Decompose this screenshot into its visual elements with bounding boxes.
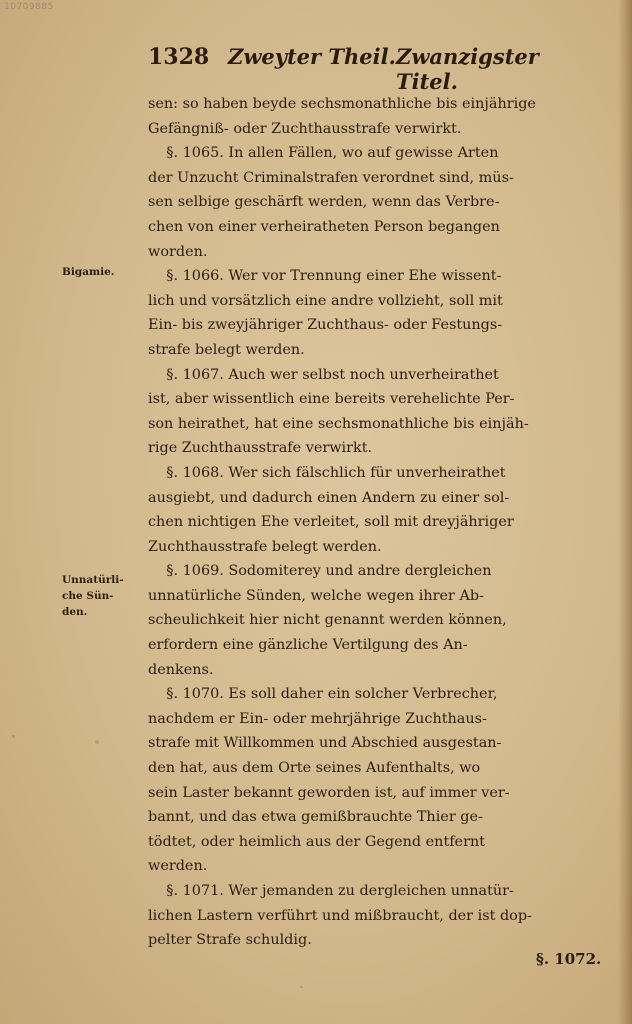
text-line: sen: so haben beyde sechsmonathliche bis einjährige bbox=[148, 96, 536, 112]
text-line: chen nichtigen Ehe verleitet, soll mit dreyjähriger bbox=[148, 514, 514, 531]
text-line: lich und vorsätzlich eine andre vollzieht, soll mit bbox=[148, 292, 503, 309]
text-line: den hat, aus dem Orte seines Aufenthalts, wo bbox=[148, 760, 481, 777]
margin-note-line: den. bbox=[62, 606, 88, 618]
text-line: §. 1065. In allen Fällen, wo auf gewisse Arten bbox=[148, 145, 499, 162]
text-line: unnatürliche Sünden, welche wegen ihrer Ab- bbox=[148, 587, 484, 604]
text-line: §. 1069. Sodomiterey und andre dergleichen bbox=[148, 563, 492, 580]
catchword: §. 1072. bbox=[536, 950, 602, 968]
text-line: Zuchthausstrafe belegt werden. bbox=[148, 538, 382, 555]
text-line: erfordern eine gänzliche Vertilgung des An- bbox=[148, 637, 468, 654]
library-stamp: 10709885 bbox=[4, 2, 54, 12]
text-line: sen selbige geschärft werden, wenn das Verbre- bbox=[148, 194, 500, 211]
body-text bbox=[148, 92, 608, 953]
margin-note-line: Unnatürli- bbox=[62, 574, 124, 586]
text-line: ausgiebt, und dadurch einen Andern zu einer sol- bbox=[148, 489, 510, 506]
margin-note-line: che Sün- bbox=[62, 590, 114, 602]
text-line: §. 1070. Es soll daher ein solcher Verbrecher, bbox=[148, 686, 498, 703]
text-line: strafe belegt werden. bbox=[148, 341, 305, 358]
text-line: strafe mit Willkommen und Abschied ausgestan- bbox=[148, 735, 502, 752]
text-line: sein Laster bekannt geworden ist, auf immer ver- bbox=[148, 784, 510, 801]
paper-spot bbox=[95, 740, 99, 744]
text-line: bannt, und das etwa gemißbrauchte Thier ge- bbox=[148, 809, 483, 826]
text-line: §. 1071. Wer jemanden zu dergleichen unnatür- bbox=[148, 883, 514, 899]
paper-spot bbox=[12, 735, 15, 738]
text-line: §. 1066. Wer vor Trennung einer Ehe wissent- bbox=[148, 268, 502, 285]
text-line: nachdem er Ein- oder mehrjährige Zuchthaus- bbox=[148, 710, 487, 727]
margin-note-bigamie: Bigamie. bbox=[62, 266, 115, 278]
text-line: werden. bbox=[148, 858, 208, 875]
running-header bbox=[148, 44, 588, 94]
text-line: rige Zuchthausstrafe verwirkt. bbox=[148, 440, 373, 457]
text-line: scheulichkeit hier nicht genannt werden können, bbox=[148, 612, 507, 629]
header-title: Zwanzigster Titel. bbox=[396, 44, 539, 94]
text-line: denkens. bbox=[148, 661, 214, 678]
text-line: lichen Lastern verführt und mißbraucht, der ist dop- bbox=[148, 907, 532, 924]
header-part: Zweyter Theil. bbox=[228, 44, 396, 69]
page-number: 1328 bbox=[148, 44, 210, 70]
text-line: tödtet, oder heimlich aus der Gegend entfernt bbox=[148, 833, 485, 850]
margin-note-unnatuerliche-suenden bbox=[62, 572, 142, 620]
text-line: §. 1068. Wer sich fälschlich für unverheirathet bbox=[148, 464, 506, 481]
text-line: worden. bbox=[148, 243, 208, 260]
text-line: pelter Strafe schuldig. bbox=[148, 932, 312, 949]
text-line: §. 1067. Auch wer selbst noch unverheirathet bbox=[148, 366, 499, 383]
text-line: Gefängniß- oder Zuchthausstrafe verwirkt. bbox=[148, 120, 462, 137]
paper-spot bbox=[300, 986, 303, 988]
text-line: der Unzucht Criminalstrafen verordnet sind, müs- bbox=[148, 169, 514, 186]
text-line: Ein- bis zweyjähriger Zuchthaus- oder Festungs- bbox=[148, 317, 503, 334]
text-line: son heirathet, hat eine sechsmonathliche bis einjäh- bbox=[148, 415, 529, 432]
text-line: chen von einer verheiratheten Person begangen bbox=[148, 218, 500, 235]
text-line: ist, aber wissentlich eine bereits verehelichte Per- bbox=[148, 391, 515, 408]
